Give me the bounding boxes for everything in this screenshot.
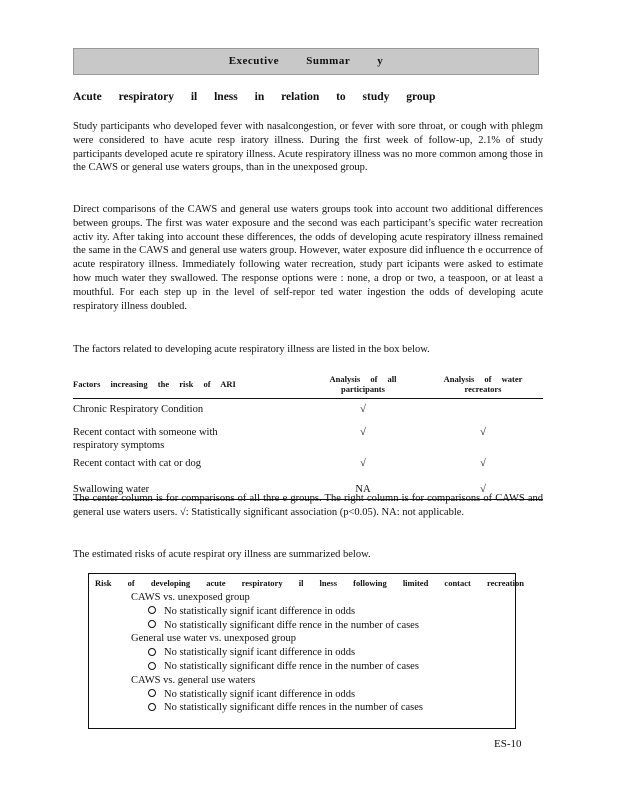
banner-title: Executive Summar y <box>228 55 384 67</box>
list-item <box>113 646 513 660</box>
finding-text: No statistically significant diffe rence in the number of cases <box>164 619 419 631</box>
finding-text: No statistically signif icant difference in odds <box>164 647 356 659</box>
paragraph-direct-comparisons: Direct comparisons of the CAWS and general use waters groups took into account two additional differences between groups. The first was water exposure and the second was each participant’s specific water recreation activ ity. After taking into account these differences, the odds of developing acute respiratory illness remained the same in the CAWS and general use waters group. However, water exposure did influence th e occurrence of acute respiratory illness. Immediately following water recreation, study part icipants were asked to estimate how much water they swallowed. The response options were : none, a drop or two, a teaspoon, or at least a mouthful. For each step up in the level of self-repor ted water ingestion the odds of developing acute respiratory illness doubled. <box>73 204 543 312</box>
paragraph-risk-intro: The estimated risks of acute respirat ory illness are summarized below. <box>73 549 371 560</box>
all-participants-cell: √ <box>360 404 366 415</box>
risk-summary-box <box>88 573 524 729</box>
circle-bullet-icon <box>148 648 156 656</box>
table-footnote: The center column is for comparisons of all thre e groups. The right column is for comparisons of CAWS and general use waters users. √: Statistically significant association (p<0.05). NA: not applicable. <box>73 493 543 518</box>
factor-cell: Swallowing water <box>73 481 303 500</box>
finding-text: No statistically signif icant difference in odds <box>164 688 356 700</box>
circle-bullet-icon <box>148 606 156 614</box>
paragraph-factors-intro: The factors related to developing acute respiratory illness are listed in the box below. <box>73 344 430 355</box>
water-recreators-cell <box>423 399 543 425</box>
factor-cell: Chronic Respiratory Condition <box>73 404 204 415</box>
risk-box-title: Risk of developing acute respiratory il lness following limited contact recreation <box>95 578 524 588</box>
list-item <box>113 605 513 619</box>
water-recreators-cell: √ <box>480 458 486 469</box>
comparison-item <box>113 674 513 688</box>
factor-cell: Recent contact with cat or dog <box>73 458 201 469</box>
finding-text: No statistically significant diffe rences in the number of cases <box>164 702 424 714</box>
all-participants-cell: √ <box>360 458 366 469</box>
circle-bullet-icon <box>148 689 156 697</box>
table-row <box>73 455 543 481</box>
executive-summary-banner <box>73 48 539 75</box>
list-item <box>113 619 513 633</box>
list-item <box>113 688 513 702</box>
all-participants-cell: NA <box>303 481 423 500</box>
comparison-label: CAWS vs. unexposed group <box>131 592 250 603</box>
finding-text: No statistically significant diffe rence in the number of cases <box>164 660 419 672</box>
header-water-recreators: Analysis of water recreators <box>423 370 543 399</box>
water-recreators-cell: √ <box>423 481 543 500</box>
circle-bullet-icon <box>148 620 156 628</box>
finding-text: No statistically signif icant difference in odds <box>164 605 356 617</box>
header-all-participants: Analysis of all participants <box>303 370 423 399</box>
comparison-item <box>113 632 513 646</box>
factor-cell: Recent contact with someone with respiratory symptoms <box>73 427 218 451</box>
list-item <box>113 701 513 715</box>
comparison-item <box>113 591 513 605</box>
list-item <box>113 660 513 674</box>
risk-comparison-list <box>113 591 513 715</box>
ari-factors-table <box>73 370 543 500</box>
page-number: ES-10 <box>494 738 522 750</box>
table-row <box>73 424 543 455</box>
circle-bullet-icon <box>148 662 156 670</box>
section-heading: Acute respiratory il lness in relation to study group <box>73 91 436 103</box>
comparison-label: CAWS vs. general use waters <box>131 674 256 686</box>
water-recreators-cell: √ <box>480 427 486 438</box>
paragraph-ari-definition: Study participants who developed fever with nasalcongestion, or fever with sore throat, or cough with phlegm were considered to have acute resp iratory illness. During the first week of follow-up, 2.1% of study participants developed acute re spiratory illness. Acute respiratory illness was no more common among those in the CAWS or general use waters groups, than in the unexposed group. <box>73 121 543 174</box>
circle-bullet-icon <box>148 703 156 711</box>
comparison-label: General use water vs. unexposed group <box>131 633 297 645</box>
table-row <box>73 399 543 425</box>
all-participants-cell: √ <box>360 427 366 438</box>
header-factors: Factors increasing the risk of ARI <box>73 370 303 399</box>
